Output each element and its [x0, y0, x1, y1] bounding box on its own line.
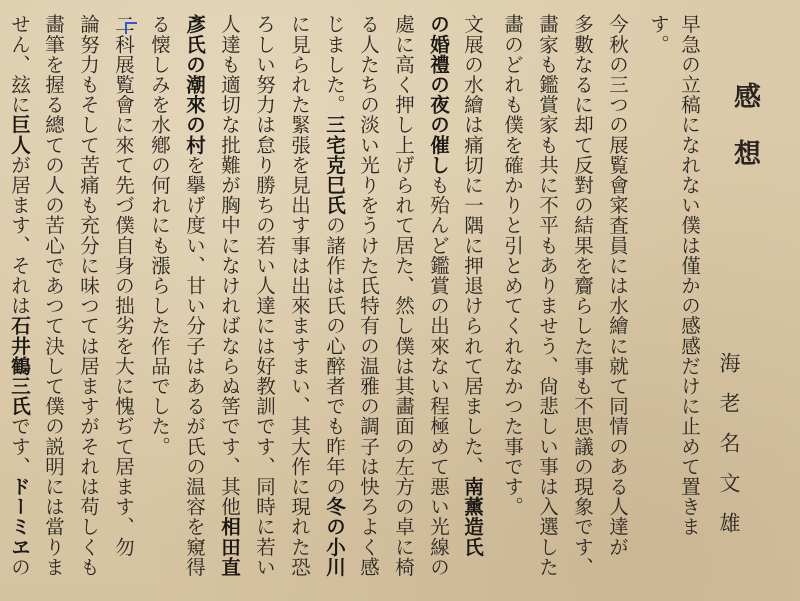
text-column: [319, 14, 349, 594]
text-run: です、: [8, 416, 31, 477]
text-run: も殆んど鑑賞の出來ない程極めて悪い光線の: [427, 174, 450, 577]
emphasized-name: 巨人: [8, 114, 31, 155]
text-run: 畵のどれも僕を確かりと引とめてくれなかつた事です。: [501, 14, 524, 517]
text-column: [388, 14, 418, 594]
text-column: [108, 14, 138, 594]
text-run: 畵筆を握る總ての人の苦心であつて決して僕の説明には當りま: [42, 14, 65, 577]
bracket-mark: [125, 22, 137, 34]
text-column: [643, 14, 673, 594]
text-run: せん、玆に: [8, 14, 31, 115]
text-column: [179, 14, 209, 594]
text-run: の: [8, 556, 31, 577]
text-column: [423, 14, 453, 594]
text-run: 文展の水繪は痛切に一隅に押退けられて居ました、: [461, 14, 484, 477]
emphasized-name: 三宅克巳氏: [323, 114, 346, 215]
text-column: [353, 14, 383, 594]
text-column: [73, 14, 103, 594]
emphasized-name: ドーミヱ: [8, 476, 31, 557]
text-column: [602, 14, 632, 594]
text-column: [38, 14, 68, 594]
text-column: [249, 14, 279, 594]
emphasized-name: の婚禮の夜の催し: [427, 14, 450, 175]
text-run: が居ます、それは: [8, 154, 31, 316]
text-run: に見られた緊張を見出す事は出來ますまい、其大作に現れた恐: [288, 14, 311, 577]
article-title: 感想: [729, 82, 760, 196]
text-run: 今秋の三つの展覧會寀査員には水繪に就て同情のある人達が: [606, 14, 629, 557]
text-column: [497, 14, 527, 594]
text-column: [457, 14, 487, 594]
text-run: す。: [647, 14, 670, 55]
text-run: 二科展覧會に來て先づ僕自身の拙劣を大に愧ぢて居ます、勿: [112, 14, 135, 557]
text-run: 論努力もそして苦痛も充分に味つては居ますがそれは苟しくも: [77, 14, 100, 577]
text-run: 人達も適切な批難が胸中になければならぬ筈です、其他: [218, 14, 241, 517]
text-run: ろしい努力は怠り勝ちの若い人達には好教訓です、同時に若い: [253, 14, 276, 577]
text-run: じました。: [323, 14, 346, 115]
text-run: の諸作は氏の心醉者でも昨年の: [323, 215, 346, 497]
text-run: る人たちの淡い光りをうけた氏特有の温雅の調子は快ろよく感: [357, 14, 380, 577]
text-run: る懐しみを水鄕の何れにも漲らした作品でした。: [148, 14, 171, 457]
text-column: [674, 14, 704, 594]
text-column: [4, 14, 34, 594]
text-column: [284, 14, 314, 594]
text-column: [532, 14, 562, 594]
emphasized-name: 相田直: [218, 516, 241, 577]
text-run: 多數なるに却て反對の結果を齎らした事も不思議の現象です、: [571, 14, 594, 577]
text-column: [567, 14, 597, 594]
text-run: 早急の立稿になれない僕は僅かの感感だけに止めて置きま: [678, 14, 701, 537]
emphasized-name: 石井鶴三氏: [8, 315, 31, 417]
text-column: [214, 14, 244, 594]
text-column: [144, 14, 174, 594]
text-run: 畵家も鑑賞家も共に不平もありませう、尙悲しい事は入選した: [536, 14, 559, 577]
author-name: 海老名文雄: [717, 352, 741, 552]
text-run: 處に高く押し上げられて居た、然し僕は其畵面の左方の卓に椅: [392, 14, 415, 577]
text-run: を擧げ度い、甘い分子はあるが氏の温容を窺得: [183, 154, 206, 577]
emphasized-name: 彥氏の潮來の村: [183, 14, 206, 155]
emphasized-name: 冬の小川: [323, 496, 346, 577]
emphasized-name: 南薰造氏: [461, 476, 484, 557]
